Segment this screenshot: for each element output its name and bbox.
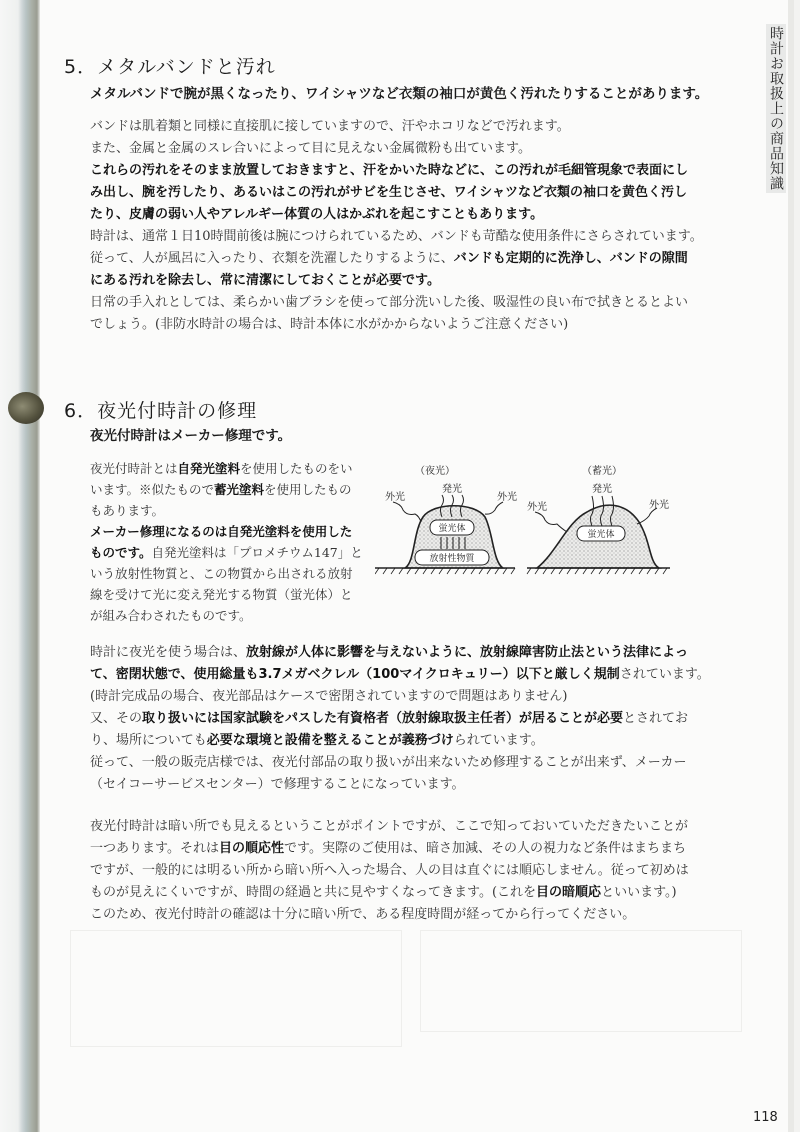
text: 一つあります。それは — [90, 841, 219, 856]
luminous-diagram — [375, 462, 670, 582]
emphasis: 取り扱いには国家試験をパスした有資格者（放射線取扱主任者）が居ることが必要 — [142, 711, 624, 726]
text: が組み合わされたものです。 — [90, 608, 252, 623]
chikkou-diagram — [527, 464, 670, 574]
paragraph-line-bold: これらの汚れをそのまま放置しておきますと、汗をかいた時などに、この汚れが毛細管現象で表面にし — [90, 163, 689, 178]
text: 線を受けて光に変え発光する物質（蛍光体）と — [90, 587, 353, 602]
svg-text:外光: 外光 — [497, 492, 517, 503]
text: といいます。) — [601, 885, 677, 900]
text: このため、夜光付時計の確認は十分に暗い所で、ある程度時間が経ってから行ってください。 — [90, 907, 636, 922]
emphasis: 蓄光塗料 — [214, 482, 265, 497]
page-edge — [788, 0, 794, 1132]
emphasis: 必要な環境と設備を整えることが義務づけ — [206, 733, 454, 748]
text: とされてお — [623, 711, 689, 726]
paragraph-line: また、金属と金属のスレ合いによって目に見えない金属微粉も出ています。 — [90, 141, 531, 156]
text: いう放射性物質と、この物質から出される放射 — [90, 566, 353, 581]
paragraph-line-bold: たり、皮膚の弱い人やアレルギー体質の人はかぶれを起こすこともあります。 — [90, 207, 544, 222]
emphasis: て、密閉状態で、使用総量も3.7メガベクレル（100マイクロキュリー）以下と厳しく規制 — [90, 667, 620, 682]
text: 従って、一般の販売店様では、夜光付部品の取り扱いが出来ないため修理することが出来ず、メーカー — [90, 755, 687, 770]
svg-text:外光: 外光 — [385, 492, 405, 503]
text: 又、その — [90, 711, 143, 726]
text: ですが、一般的には明るい所から暗い所へ入った場合、人の目は直ぐには順応しません。従って初めは — [90, 863, 689, 878]
show-through-box — [420, 930, 742, 1032]
yakou-diagram — [375, 464, 517, 574]
emphasis: ものです。 — [90, 545, 152, 560]
emphasis: 目の順応性 — [218, 841, 284, 856]
section-side-tab: 時計お取扱上の商品知識 — [768, 26, 784, 191]
emphasis: 目の暗順応 — [536, 885, 602, 900]
emphasis: バンドも定期的に洗浄し、バンドの隙間 — [453, 251, 688, 266]
text: います。※似たもので — [90, 482, 215, 497]
show-through-box — [70, 930, 402, 1047]
text: されています。 — [619, 667, 710, 682]
binder-hole — [8, 392, 44, 424]
paragraph-line: バンドは肌着類と同様に直接肌に接していますので、汗やホコリなどで汚れます。 — [90, 119, 570, 134]
svg-text:発光: 発光 — [442, 484, 462, 495]
section-6-title: 6．夜光付時計の修理 — [64, 400, 258, 422]
text: られています。 — [453, 733, 544, 748]
emphasis: 放射線が人体に影響を与えないように、放射線障害防止法という法律によっ — [246, 645, 689, 660]
paragraph-line: 時計は、通常１日10時間前後は腕につけられているため、バンドも苛酷な使用条件にさらされています。 — [90, 229, 703, 244]
text: (時計完成品の場合、夜光部品はケースで密閉されていますので問題はありません) — [90, 689, 568, 704]
svg-text:（蓄光）: （蓄光） — [582, 466, 622, 477]
section-5-lead: メタルバンドで腕が黒くなったり、ワイシャツなど衣類の袖口が黄色く汚れたりすることがあります。 — [90, 86, 709, 102]
caption-yakou: （夜光） — [415, 466, 455, 477]
section-5-title: 5．メタルバンドと汚れ — [64, 56, 276, 78]
section-6-lead: 夜光付時計はメーカー修理です。 — [90, 428, 292, 444]
text: 夜光付時計とは — [90, 461, 178, 476]
text: を使用したもの — [264, 482, 352, 497]
text: です。実際のご使用は、暗さ加減、その人の視力など条件はまちまち — [283, 841, 686, 856]
paragraph-line-bold: み出し、腕を汚したり、あるいはこの汚れがサビを生じさせ、ワイシャツなど衣類の袖口を黄色く汚し — [90, 185, 687, 200]
svg-text:放射性物質: 放射性物質 — [429, 554, 475, 564]
text: を使用したものをい — [240, 461, 353, 476]
text: （セイコーサービスセンター）で修理することになっています。 — [90, 777, 465, 792]
paragraph-line: 日常の手入れとしては、柔らかい歯ブラシを使って部分洗いした後、吸湿性の良い布で拭きとるとよい — [90, 295, 689, 310]
emphasis: メーカー修理になるのは自発光塗料を使用した — [90, 524, 353, 539]
svg-text:蛍光体: 蛍光体 — [438, 524, 466, 534]
svg-text:外光: 外光 — [527, 502, 547, 513]
text: 自発光塗料は「プロメチウム147」と — [151, 545, 363, 560]
text: り、場所についても — [90, 733, 207, 748]
paragraph-line: でしょう。(非防水時計の場合は、時計本体に水がかからないようご注意ください) — [90, 317, 569, 332]
paragraph-line-bold: にある汚れを除去し、常に清潔にしておくことが必要です。 — [90, 273, 440, 288]
text: ものが見えにくいですが、時間の経過と共に見やすくなってきます。(これを — [90, 885, 537, 900]
text: 時計に夜光を使う場合は、 — [90, 645, 247, 660]
paragraph-text: 従って、人が風呂に入ったり、衣類を洗濯したりするように、 — [90, 251, 454, 266]
page-number: 118 — [753, 1110, 778, 1125]
text: もあります。 — [90, 503, 165, 518]
svg-text:蛍光体: 蛍光体 — [587, 530, 615, 540]
text: 夜光付時計は暗い所でも見えるということがポイントですが、ここで知っておいていただきたいことが — [90, 819, 689, 834]
svg-text:外光: 外光 — [649, 500, 669, 511]
emphasis: 自発光塗料 — [177, 461, 241, 476]
binder-spine — [0, 0, 40, 1132]
svg-text:発光: 発光 — [592, 484, 612, 495]
